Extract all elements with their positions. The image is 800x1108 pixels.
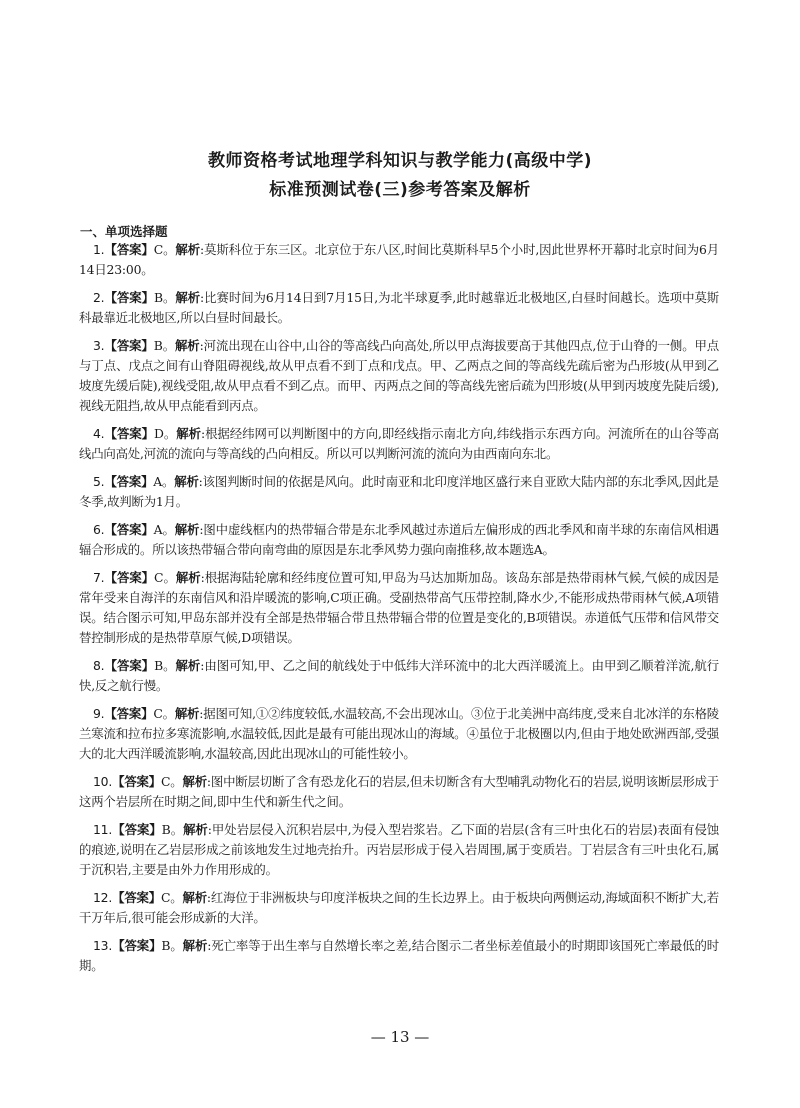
document-title-line1: 教师资格考试地理学科知识与教学能力(高级中学) xyxy=(207,151,593,171)
answer-choice: B。 xyxy=(153,290,176,305)
explanation-label: 解析 xyxy=(182,890,207,905)
answer-item xyxy=(79,472,719,512)
answer-item xyxy=(79,936,719,976)
question-number: 7. xyxy=(93,570,105,585)
explanation-text: :河流出现在山谷中,山谷的等高线凸向高处,所以甲点海拔要高于其他四点,位于山脊的一侧。甲点与丁点、戊点之间有山脊阻碍视线,故从甲点看不到丁点和戊点。甲、乙两点之间的等高线先疏后密为凸形坡(从甲到乙坡度先缓后陡),视线受阻,故从甲点看不到乙点。而甲、丙两点之间的等高线先密后疏为凹形坡(从甲到丙坡度先陡后缓),视线无阻挡,故从甲点能看到丙点。 xyxy=(79,338,719,413)
answer-item xyxy=(79,704,719,764)
explanation-label: 解析 xyxy=(175,290,201,305)
question-number: 9. xyxy=(93,706,105,721)
answer-choice: D。 xyxy=(154,426,177,441)
explanation-label: 解析 xyxy=(183,822,208,837)
question-number: 8. xyxy=(93,658,105,673)
explanation-label: 解析 xyxy=(175,570,201,585)
section-heading: 一、单项选择题 xyxy=(80,224,168,239)
answer-choice: C。 xyxy=(153,242,176,257)
explanation-text: :红海位于非洲板块与印度洋板块之间的生长边界上。由于板块向两侧运动,海域面积不断扩大,若干万年后,很可能会形成新的大洋。 xyxy=(79,890,719,925)
explanation-label: 解析 xyxy=(174,474,199,489)
question-number: 13. xyxy=(93,938,113,953)
explanation-text: :莫斯科位于东三区。北京位于东八区,时间比莫斯科早5个小时,因此世界杯开幕时北京时间为6月14日23:00。 xyxy=(79,242,719,277)
answer-label: 【答案】 xyxy=(104,570,155,585)
answer-item xyxy=(79,772,719,812)
answer-choice: C。 xyxy=(160,774,183,789)
explanation-label: 解析 xyxy=(182,774,207,789)
answer-item xyxy=(79,656,719,696)
question-number: 10. xyxy=(93,774,113,789)
answer-label: 【答案】 xyxy=(104,338,154,353)
answer-label: 【答案】 xyxy=(104,522,154,537)
answer-item xyxy=(79,568,719,648)
answer-item xyxy=(79,820,719,880)
explanation-text: :图中断层切断了含有恐龙化石的岩层,但未切断含有大型哺乳动物化石的岩层,说明该断层形成于这两个岩层所在时期之间,即中生代和新生代之间。 xyxy=(79,774,719,809)
explanation-label: 解析 xyxy=(182,938,208,953)
answer-choice: C。 xyxy=(160,890,183,905)
explanation-text: :图中虚线框内的热带辐合带是东北季风越过赤道后左偏形成的西北季风和南半球的东南信风相遇辐合形成的。所以该热带辐合带向南弯曲的原因是东北季风势力强向南推移,故本题选A。 xyxy=(79,522,719,557)
answer-list xyxy=(79,240,719,984)
explanation-text: :根据经纬网可以判断图中的方向,即经线指示南北方向,纬线指示东西方向。河流所在的山谷等高线凸向高处,河流的流向与等高线的凸向相反。所以可以判断河流的流向为由西南向东北。 xyxy=(79,426,719,461)
question-number: 11. xyxy=(93,822,113,837)
answer-choice: B。 xyxy=(161,938,183,953)
answer-choice: C。 xyxy=(154,570,176,585)
question-number: 2. xyxy=(93,290,105,305)
answer-label: 【答案】 xyxy=(104,242,154,257)
question-number: 6. xyxy=(93,522,105,537)
answer-label: 【答案】 xyxy=(104,706,154,721)
explanation-text: :由图可知,甲、乙之间的航线处于中低纬大洋环流中的北大西洋暖流上。由甲到乙顺着洋流,航行快,反之航行慢。 xyxy=(79,658,719,693)
question-number: 3. xyxy=(93,338,105,353)
explanation-label: 解析 xyxy=(175,338,200,353)
answer-item xyxy=(79,240,719,280)
explanation-label: 解析 xyxy=(176,426,201,441)
answer-choice: B。 xyxy=(161,822,184,837)
explanation-text: :该图判断时间的依据是风向。此时南亚和北印度洋地区盛行来自亚欧大陆内部的东北季风,因此是冬季,故判断为1月。 xyxy=(79,474,719,509)
explanation-text: :比赛时间为6月14日到7月15日,为北半球夏季,此时越靠近北极地区,白昼时间越长。选项中莫斯科最靠近北极地区,所以白昼时间最长。 xyxy=(79,290,719,325)
explanation-text: :甲处岩层侵入沉积岩层中,为侵入型岩浆岩。乙下面的岩层(含有三叶虫化石的岩层)表面有侵蚀的痕迹,说明在乙岩层形成之前该地发生过地壳抬升。丙岩层形成于侵入岩周围,属于变质岩。丁岩层含有三叶虫化石,属于沉积岩,主要是由外力作用形成的。 xyxy=(79,822,719,877)
answer-item xyxy=(79,520,719,560)
page-number: — 13 — xyxy=(370,1028,430,1046)
answer-choice: A。 xyxy=(153,522,175,537)
answer-item xyxy=(79,888,719,928)
explanation-label: 解析 xyxy=(174,706,200,721)
question-number: 4. xyxy=(93,426,105,441)
explanation-label: 解析 xyxy=(175,242,200,257)
question-number: 12. xyxy=(93,890,113,905)
answer-label: 【答案】 xyxy=(104,658,155,673)
answer-label: 【答案】 xyxy=(112,938,162,953)
answer-label: 【答案】 xyxy=(104,474,154,489)
answer-choice: B。 xyxy=(154,658,176,673)
question-number: 5. xyxy=(93,474,105,489)
answer-choice: C。 xyxy=(153,706,175,721)
document-title-line2: 标准预测试卷(三)参考答案及解析 xyxy=(269,180,531,200)
explanation-text: :根据海陆轮廓和经纬度位置可知,甲岛为马达加斯加岛。该岛东部是热带雨林气候,气候的成因是常年受来自海洋的东南信风和沿岸暖流的影响,C项正确。受副热带高气压带控制,降水少,不能形成热带雨林气候,A项错误。结合图示可知,甲岛东部并没有全部是热带辐合带且热带辐合带的位置是变化的,B项错误。赤道低气压带和信风带交替控制形成的是热带草原气候,D项错误。 xyxy=(79,570,719,645)
answer-item xyxy=(79,424,719,464)
explanation-text: :据图可知,①②纬度较低,水温较高,不会出现冰山。③位于北美洲中高纬度,受来自北冰洋的东格陵兰寒流和拉布拉多寒流影响,水温较低,因此是最有可能出现冰山的海域。④虽位于北极圈以内,但由于地处欧洲西部,受强大的北大西洋暖流影响,水温较高,因此出现冰山的可能性较小。 xyxy=(79,706,719,761)
answer-label: 【答案】 xyxy=(112,822,162,837)
explanation-label: 解析 xyxy=(175,658,201,673)
answer-item xyxy=(79,336,719,416)
answer-label: 【答案】 xyxy=(112,890,161,905)
answer-label: 【答案】 xyxy=(104,290,154,305)
answer-item xyxy=(79,288,719,328)
answer-choice: B。 xyxy=(153,338,175,353)
answer-label: 【答案】 xyxy=(104,426,154,441)
explanation-label: 解析 xyxy=(174,522,200,537)
answer-choice: A。 xyxy=(153,474,175,489)
explanation-text: :死亡率等于出生率与自然增长率之差,结合图示二者坐标差值最小的时期即该国死亡率最低的时期。 xyxy=(79,938,719,973)
question-number: 1. xyxy=(93,242,105,257)
answer-label: 【答案】 xyxy=(112,774,161,789)
